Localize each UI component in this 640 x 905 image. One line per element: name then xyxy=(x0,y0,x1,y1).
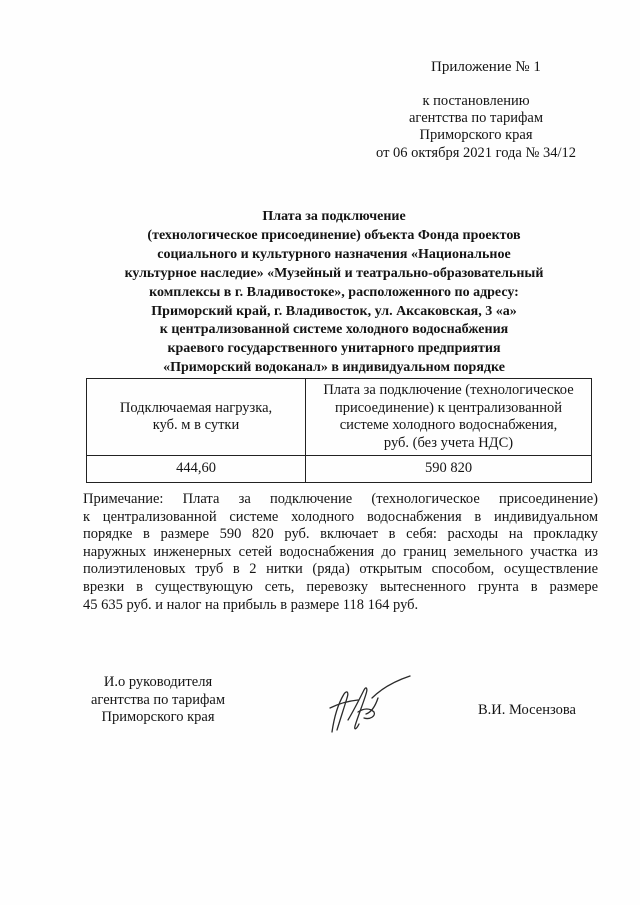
header-text: системе холодного водоснабжения, xyxy=(339,417,558,433)
heading-line: Плата за подключение xyxy=(262,209,406,224)
resolution-line: к постановлению xyxy=(422,93,530,109)
heading-line: комплексы в г. Владивостоке», расположенного по адресу: xyxy=(149,284,519,300)
note-line: полиэтиленовых труб в 2 нитки (ряда) открытым способом, осуществление xyxy=(83,561,598,578)
heading-line: к централизованной системе холодного водоснабжения xyxy=(159,322,509,338)
signer-position-line: И.о руководителя xyxy=(103,674,213,690)
header-text: руб. (без учета НДС) xyxy=(383,434,514,451)
header-text: присоединение) к централизованной xyxy=(334,399,563,416)
heading-line: Приморский край, г. Владивосток, ул. Аксаковская, 3 «а» xyxy=(151,303,517,319)
note-line: Примечание: Плата за подключение (технологическое присоединение) xyxy=(83,491,598,507)
note-paragraph xyxy=(83,491,598,614)
heading-line: краевого государственного унитарного предприятия xyxy=(167,341,501,357)
signer-position-line: агентства по тарифам xyxy=(91,691,225,708)
heading-line: (технологическое присоединение) объекта Фонда проектов xyxy=(147,227,521,243)
note-line: порядке в размере 590 820 руб. включает в себя: расходы на прокладку xyxy=(83,526,598,543)
note-line: к централизованной системе холодного водоснабжения в индивидуальном xyxy=(83,508,598,525)
resolution-date-line: от 06 октября 2021 года № 34/12 xyxy=(376,144,576,161)
signer-position xyxy=(80,674,236,727)
fee-table xyxy=(86,378,592,483)
header-cell-load xyxy=(87,379,306,456)
resolution-line: Приморского края xyxy=(419,127,533,144)
signer-name: В.И. Мосензова xyxy=(478,702,576,718)
resolution-line: агентства по тарифам xyxy=(409,110,543,127)
note-line: врезки в существующую сеть, перевозку вытесненного грунта в размере xyxy=(83,578,598,595)
heading-line: социального и культурного назначения «Национальное xyxy=(157,246,511,262)
heading-line: культурное наследие» «Музейный и театрально-образовательный xyxy=(124,265,544,281)
header-text: Плата за подключение (технологическое xyxy=(323,382,574,398)
table-row xyxy=(87,456,592,483)
header-text: куб. м в сутки xyxy=(152,417,240,433)
value-cell-fee: 590 820 xyxy=(306,456,592,483)
note-line: наружных инженерных сетей водоснабжения до границ земельного участка из xyxy=(83,543,598,560)
resolution-reference xyxy=(360,93,592,162)
header-text: Подключаемая нагрузка, xyxy=(119,399,273,416)
header-cell-fee xyxy=(306,379,592,456)
value-cell-load: 444,60 xyxy=(87,456,306,483)
document-heading xyxy=(74,208,594,378)
handwritten-signature xyxy=(318,668,418,738)
note-line: 45 635 руб. и налог на прибыль в размере 118 164 руб. xyxy=(83,596,419,613)
appendix-title: Приложение № 1 xyxy=(431,59,541,75)
table-header-row xyxy=(87,379,592,456)
heading-line: «Приморский водоканал» в индивидуальном порядке xyxy=(163,360,505,376)
signer-position-line: Приморского края xyxy=(101,709,215,725)
